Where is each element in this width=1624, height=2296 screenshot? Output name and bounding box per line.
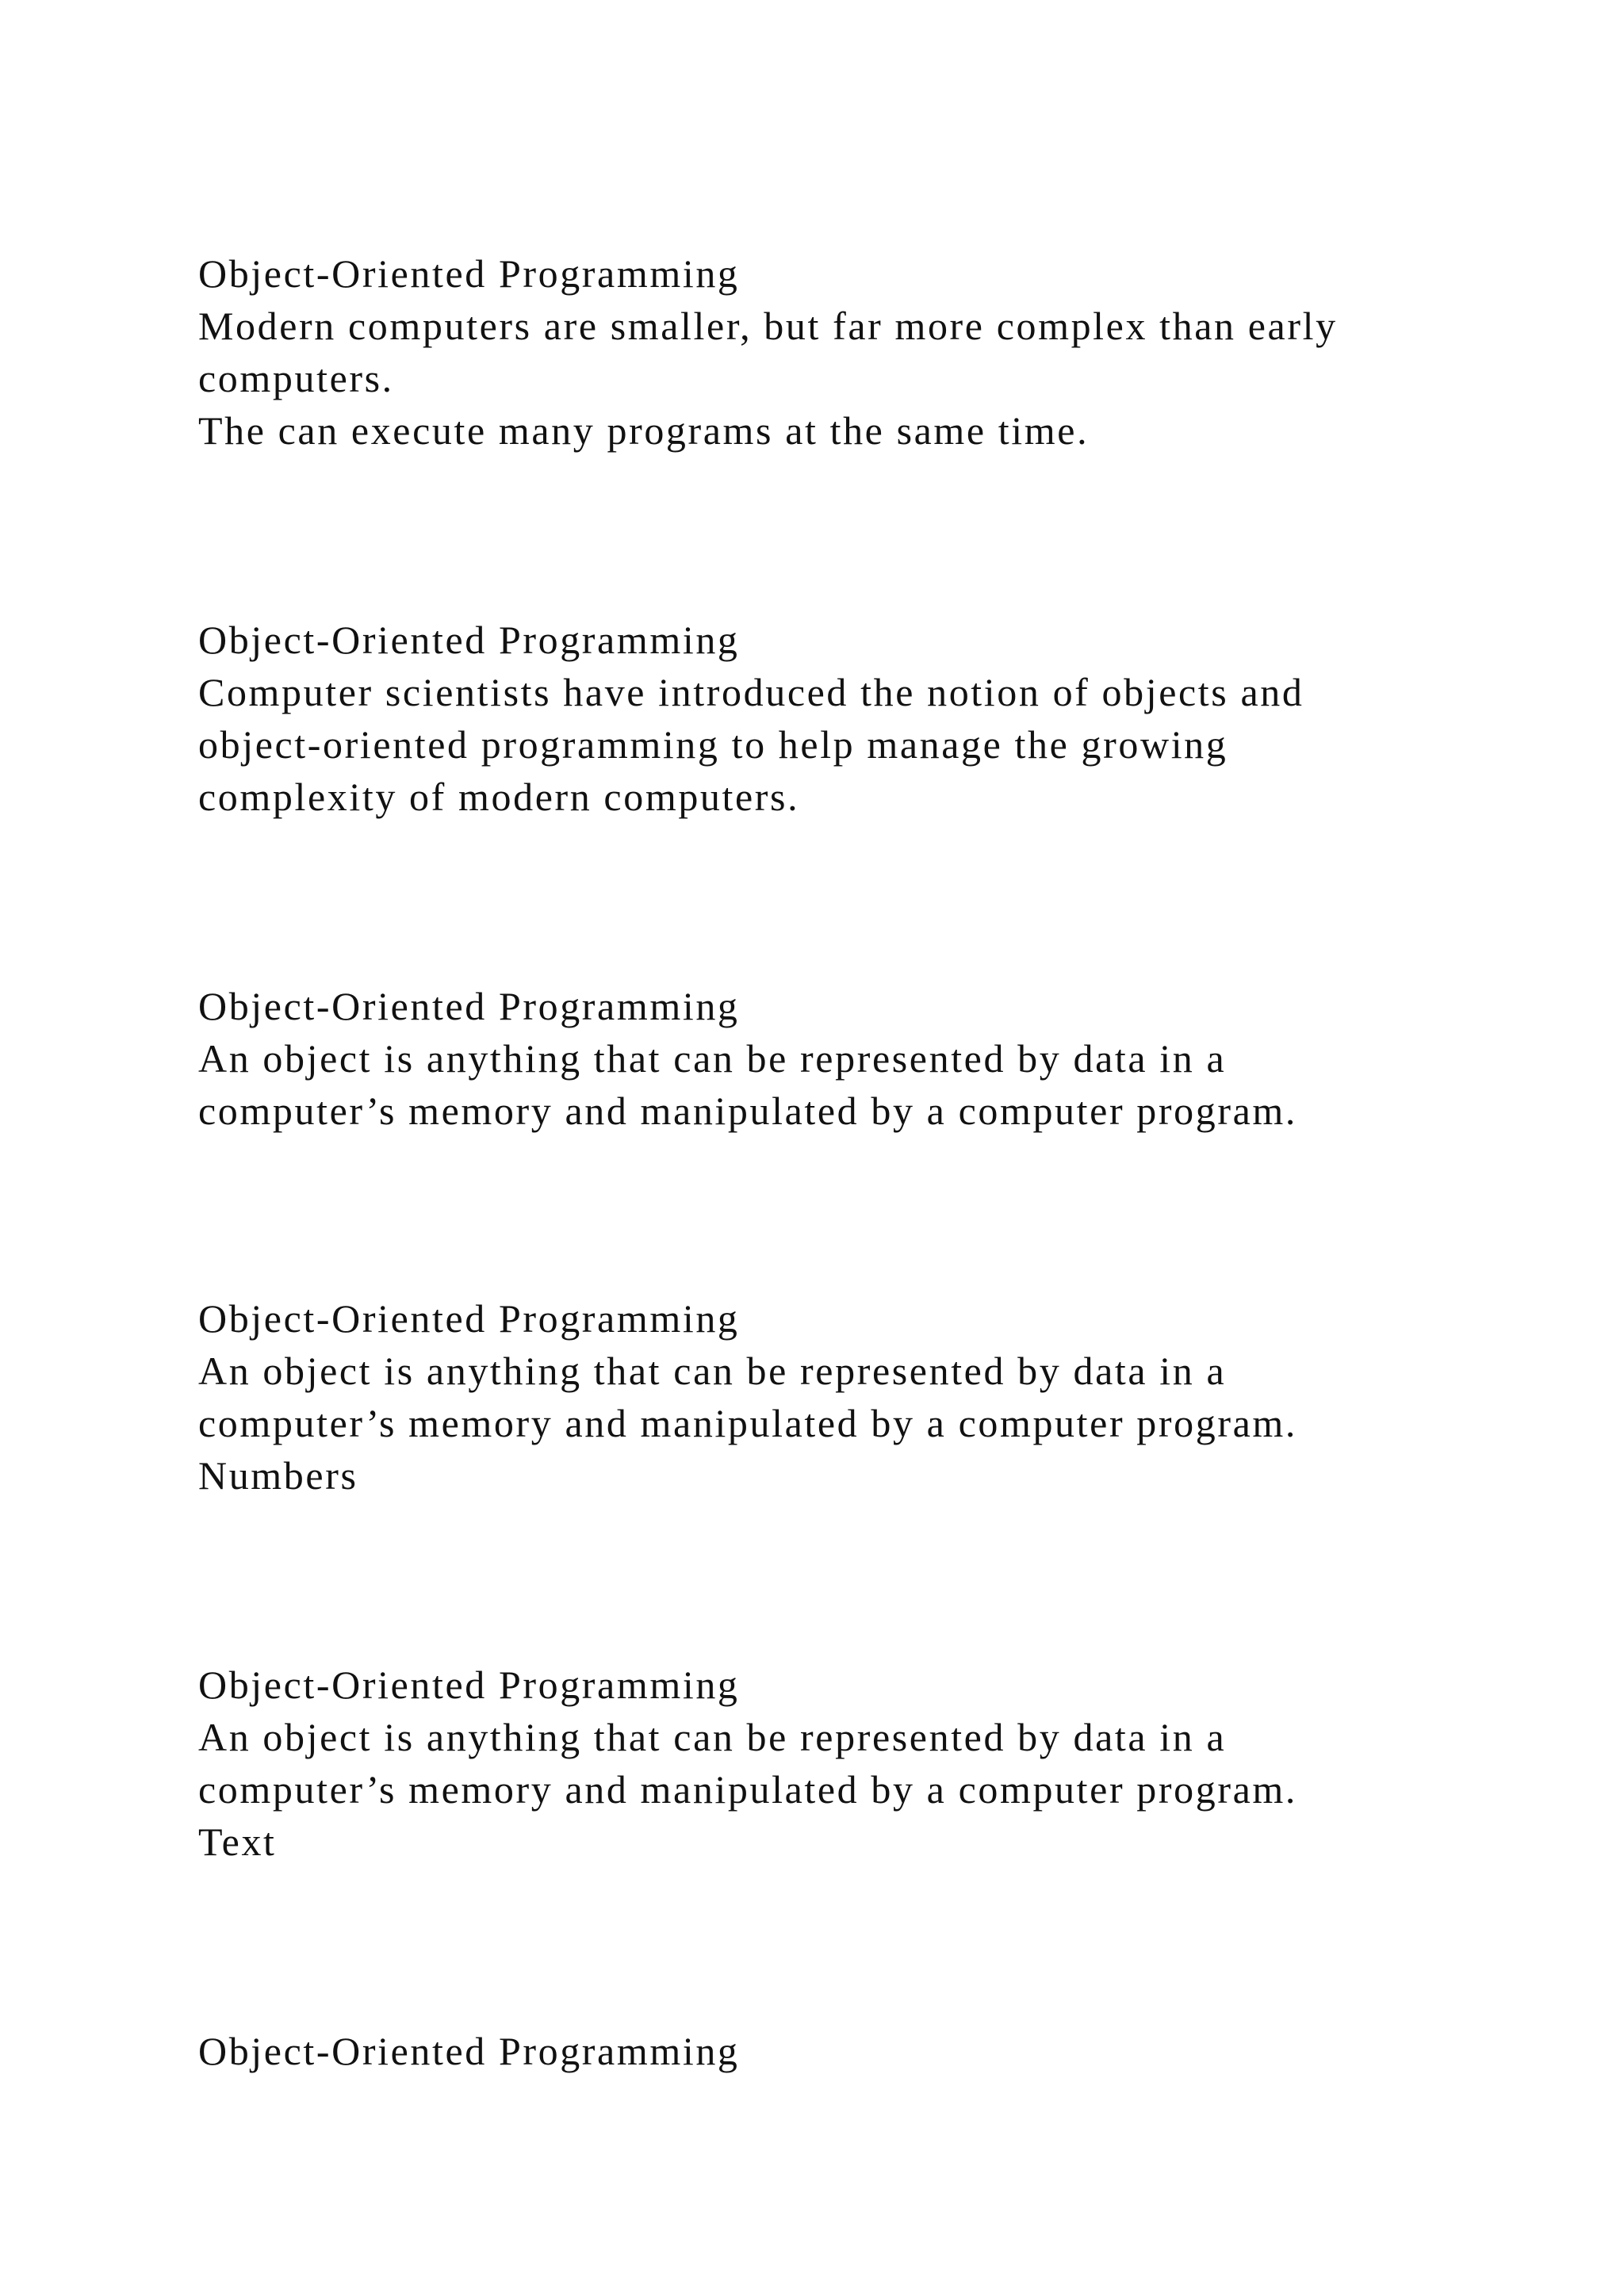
- slide-text-line: Computer scientists have introduced the notion of objects and: [198, 670, 1304, 714]
- slide-text-line: Modern computers are smaller, but far more complex than early: [198, 304, 1338, 348]
- slide-heading: Object-Oriented Programming: [198, 1663, 740, 1707]
- slide-text-line: An object is anything that can be represented by data in a: [198, 1036, 1227, 1081]
- slide-text-line: computer’s memory and manipulated by a computer program.: [198, 1089, 1297, 1133]
- slide-heading: Object-Oriented Programming: [198, 251, 740, 296]
- slide-block-1: [198, 247, 1546, 457]
- slide-text-line: computer’s memory and manipulated by a computer program.: [198, 1401, 1297, 1445]
- slide-text-line: Text: [198, 1820, 277, 1864]
- slide-heading: Object-Oriented Programming: [198, 1296, 740, 1341]
- slide-heading: Object-Oriented Programming: [198, 984, 740, 1028]
- slide-text-line: An object is anything that can be represented by data in a: [198, 1349, 1227, 1393]
- slide-block-2: [198, 614, 1546, 823]
- slide-text-line: computers.: [198, 356, 394, 400]
- slide-heading: Object-Oriented Programming: [198, 2029, 740, 2073]
- slide-text-line: complexity of modern computers.: [198, 775, 800, 819]
- slide-block-4: [198, 1292, 1546, 1502]
- slide-text-line: object-oriented programming to help manage the growing: [198, 722, 1228, 767]
- slide-block-6: [198, 2025, 1546, 2077]
- slide-heading: Object-Oriented Programming: [198, 618, 740, 662]
- slide-text-line: An object is anything that can be represented by data in a: [198, 1715, 1227, 1759]
- slide-block-5: [198, 1659, 1546, 1868]
- slide-text-line: The can execute many programs at the same time.: [198, 408, 1090, 453]
- slide-block-3: [198, 980, 1546, 1137]
- slide-text-line: computer’s memory and manipulated by a computer program.: [198, 1767, 1297, 1812]
- slide-text-line: Numbers: [198, 1453, 358, 1498]
